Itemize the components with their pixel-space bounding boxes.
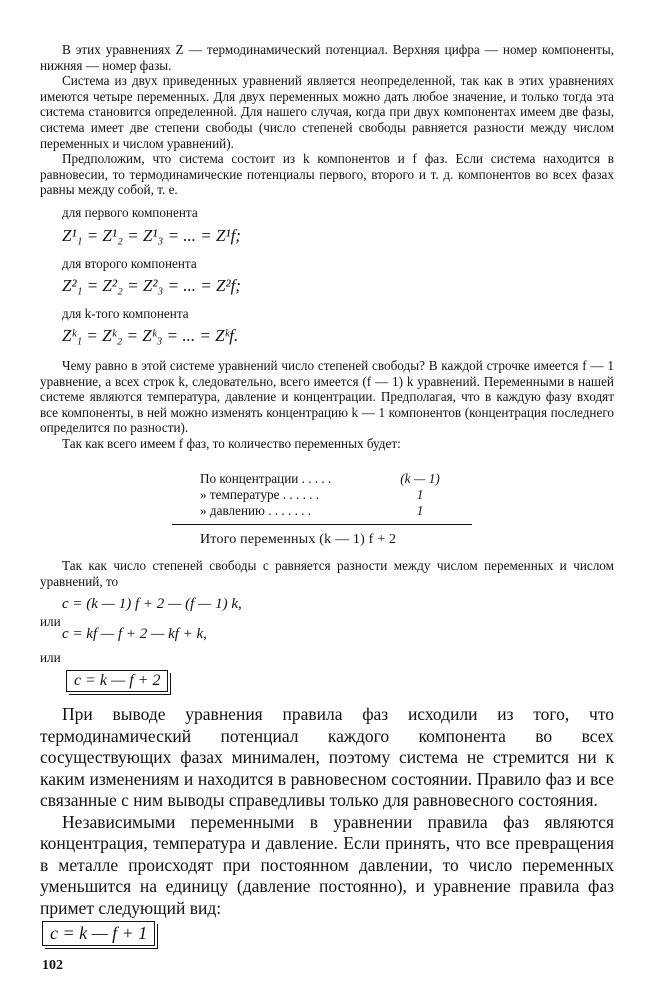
label-second-component: для второго компонента [62,256,197,271]
table-row-value: (k — 1) [400,471,440,486]
paragraph-3: Предположим, что система состоит из k компонентов и f фаз. Если система находится в равновесии, то термодинамические потенциалы первого, второго и т. д. компонентов во всех фазах равны между собой, т. е. [40,151,614,198]
phase-rule-constant-pressure-equation: c = k — f + 1 [42,921,155,946]
paragraph-4: Чему равно в этой системе уравнений число степеней свободы? В каждой строчке имеется f — 1 уравнение, а всех строк k, следовательно, всего имеется (f — 1) k уравнений. Переменными в нашей системе являются температура, давление и концентрации. Предполагая, что в каждую фазу входят все компоненты, в ней можно изменять концентрацию k — 1 компонентов (концентрация последнего определится по разности). [40,358,614,436]
text-block-middle [40,358,614,452]
paragraph-1: В этих уравнениях Z — термодинамический потенциал. Верхняя цифра — номер компоненты, нижняя — номер фазы. [40,42,614,73]
equation-c-simplified: c = kf — f + 2 — kf + k, [62,626,207,642]
label-kth-component: для k-того компонента [62,306,189,321]
table-row-value: 1 [416,503,424,518]
table-divider [172,524,472,525]
paragraph-6: Так как число степеней свободы с равняется разности между числом переменных и числом уравнений, то [40,558,614,589]
text-block-large [40,704,614,919]
paragraph-7: При выводе уравнения правила фаз исходили из того, что термодинамический потенциал каждого компонента во всех сосуществующих фазах минимален, поэтому система не стремится ни к каким изменениям и находится в равновесном состоянии. Правило фаз и все связанные с ним выводы справедливы только для равновесного состояния. [40,704,614,810]
label-first-component: для первого компонента [62,205,198,220]
table-row-name: » давлению . . . . . . . [200,503,312,518]
paragraph-2: Система из двух приведенных уравнений является неопределенной, так как в этих уравнениях имеются четыре переменных. Для двух переменных можно дать любое значение, и только тогда эта система становится определенной. Для нашего случая, когда при двух компонентах имеем две фазы, система имеет две степени свободы (число степеней свободы равняется разности между числом переменных и числом уравнений). [40,73,614,151]
table-row-name: По концентрации . . . . . [200,471,332,486]
table-row [200,471,460,487]
variables-table [200,471,460,519]
phase-rule-boxed-equation: c = k — f + 2 [66,670,168,692]
table-row [200,503,460,519]
equation-kth-component: Zᵏ₁ = Zᵏ₂ = Zᵏ₃ = ... = Zᵏf. [62,326,239,345]
table-row-value: 1 [416,487,424,502]
label-or-2: или [40,650,61,665]
text-block-top [40,42,614,198]
equation-first-component: Z¹₁ = Z¹₂ = Z¹₃ = ... = Z¹f; [62,226,241,245]
equation-c-expanded: c = (k — 1) f + 2 — (f — 1) k, [62,596,242,612]
text-block-degrees [40,558,614,589]
equation-second-component: Z²₁ = Z²₂ = Z²₃ = ... = Z²f; [62,276,241,295]
page-number: 102 [42,958,63,973]
table-total: Итого переменных (k — 1) f + 2 [200,532,397,547]
table-row [200,487,460,503]
paragraph-5: Так как всего имеем f фаз, то количество переменных будет: [62,435,401,451]
label-or-1: или [40,614,61,629]
table-row-name: » температуре . . . . . . [200,487,320,502]
paragraph-8: Независимыми переменными в уравнении правила фаз являются концентрация, температура и давление. Если принять, что все превращения в металле происходят при постоянном давлении, то число переменных уменьшится на единицу (давление постоянно), и уравнение правила фаз примет следующий вид: [40,811,614,918]
